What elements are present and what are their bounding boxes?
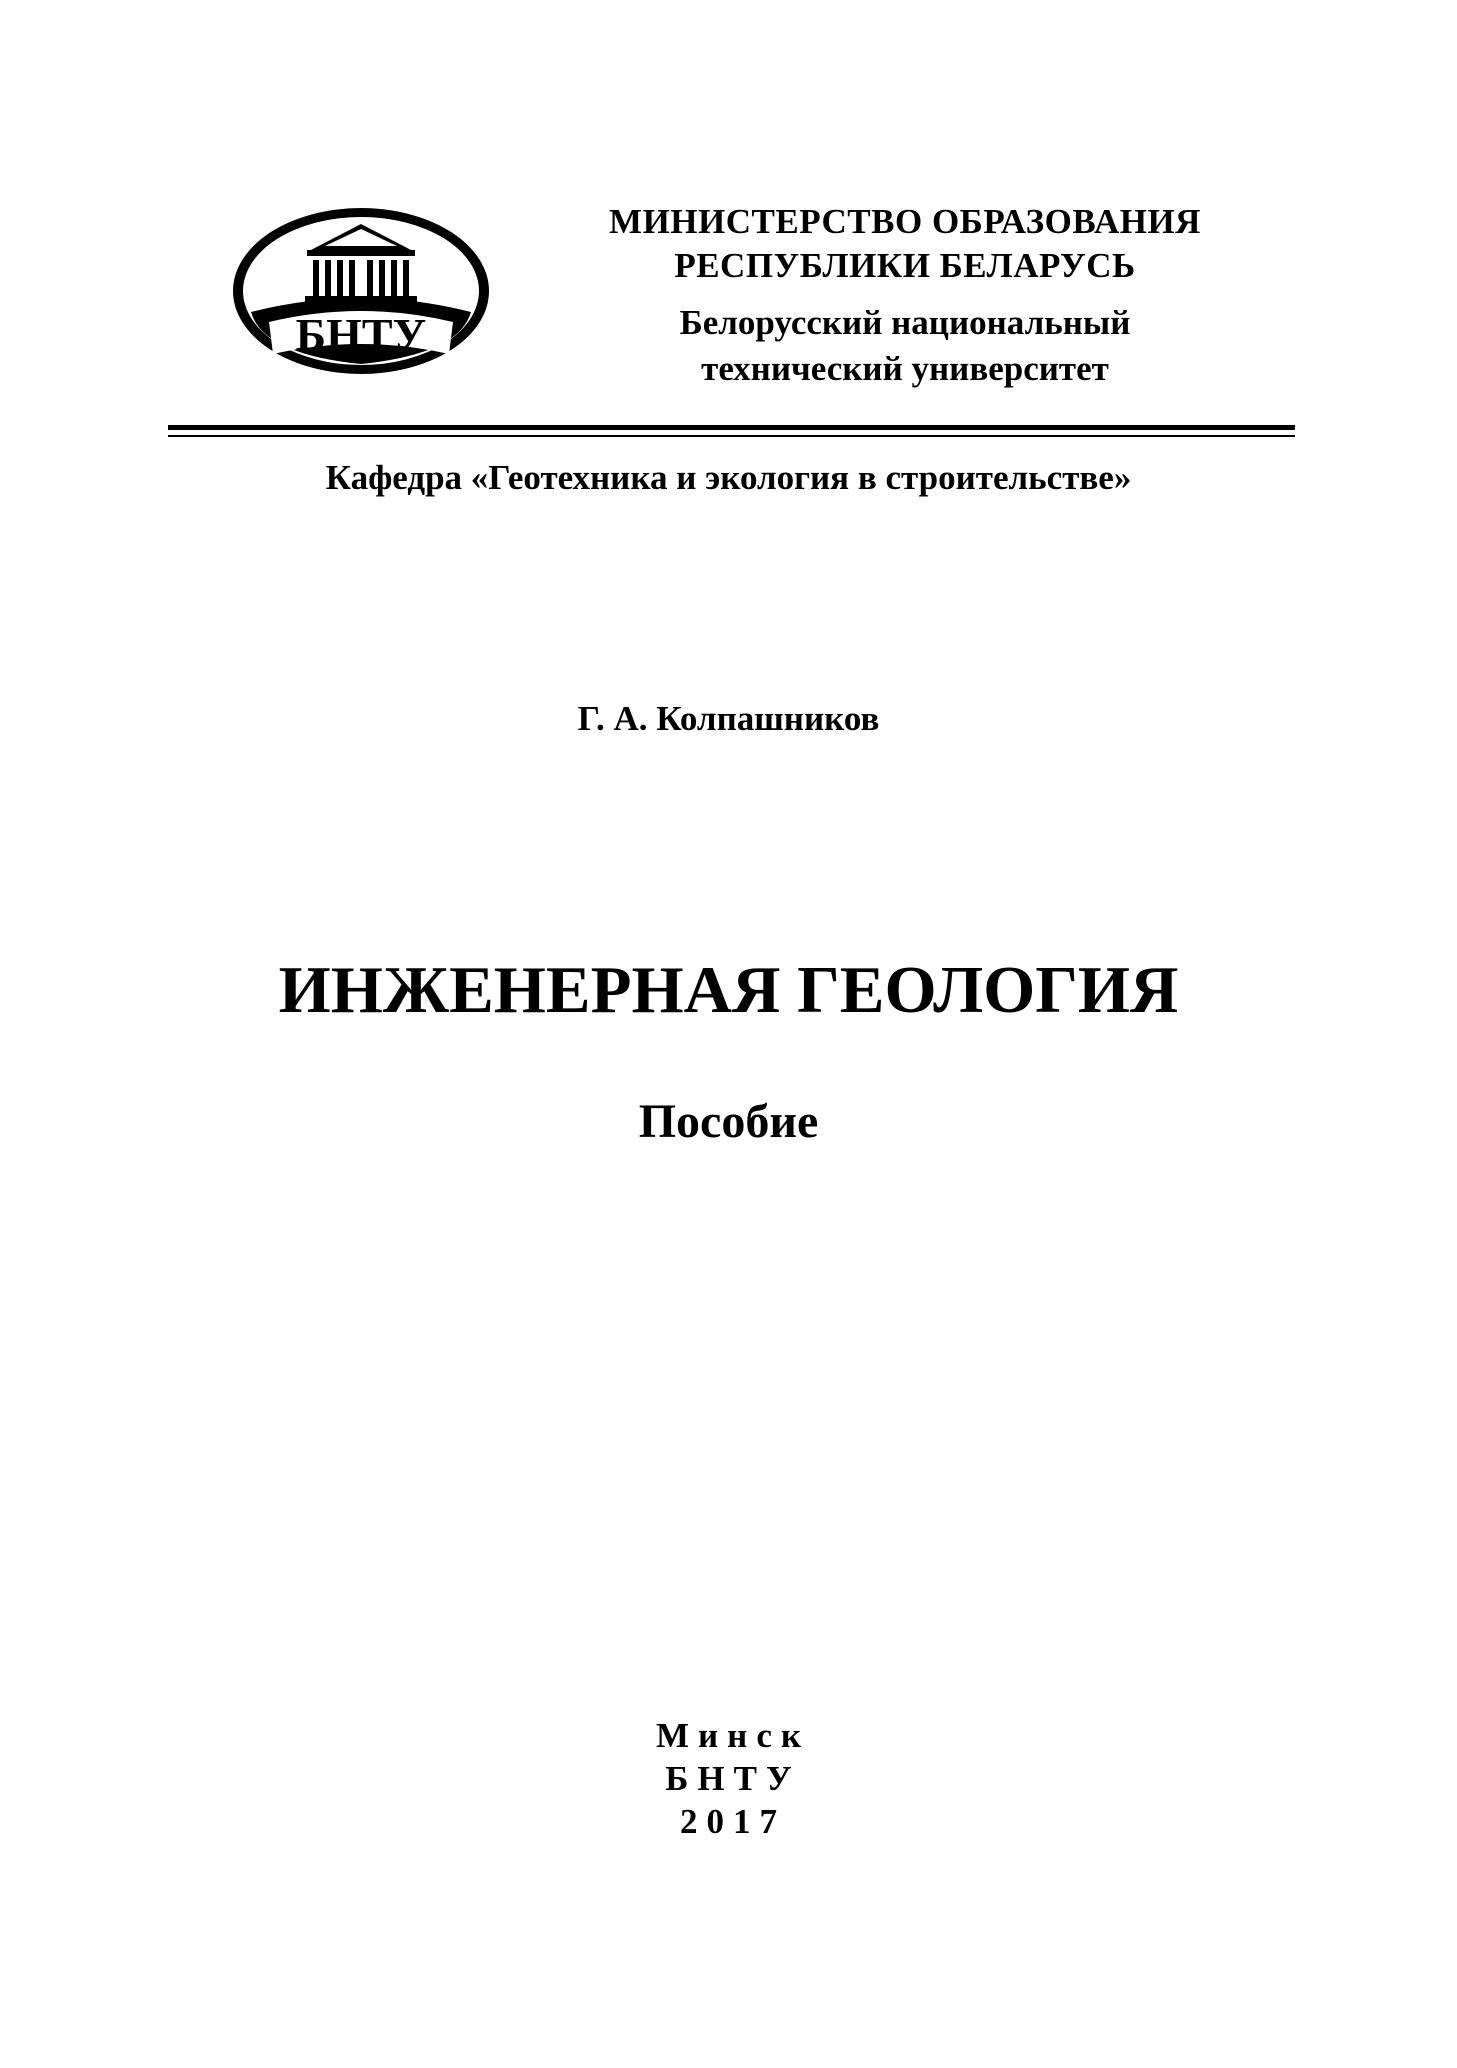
imprint-city: Минск <box>655 1716 811 1755</box>
header-divider-thin <box>168 435 1295 437</box>
institution-header <box>560 200 1250 392</box>
ministry-line: МИНИСТЕРСТВО ОБРАЗОВАНИЯ <box>609 202 1201 241</box>
imprint <box>0 1714 1457 1843</box>
department-name: Кафедра «Геотехника и экология в строительстве» <box>325 458 1132 497</box>
university-line: технический университет <box>701 349 1109 388</box>
imprint-publisher: БНТУ <box>665 1759 801 1798</box>
book-title: ИНЖЕНЕРНАЯ ГЕОЛОГИЯ <box>278 953 1179 1027</box>
university-line: Белорусский национальный <box>679 303 1131 342</box>
author-name: Г. А. Колпашников <box>577 699 880 738</box>
header-divider-thick <box>168 425 1295 430</box>
ministry-name <box>560 200 1250 288</box>
book-subtitle: Пособие <box>638 1095 819 1148</box>
bntu-logo-icon <box>229 204 493 378</box>
logo-text: БНТУ <box>295 309 427 360</box>
university-name <box>560 300 1250 392</box>
imprint-year: 2017 <box>680 1802 786 1841</box>
ministry-line: РЕСПУБЛИКИ БЕЛАРУСЬ <box>674 246 1136 285</box>
